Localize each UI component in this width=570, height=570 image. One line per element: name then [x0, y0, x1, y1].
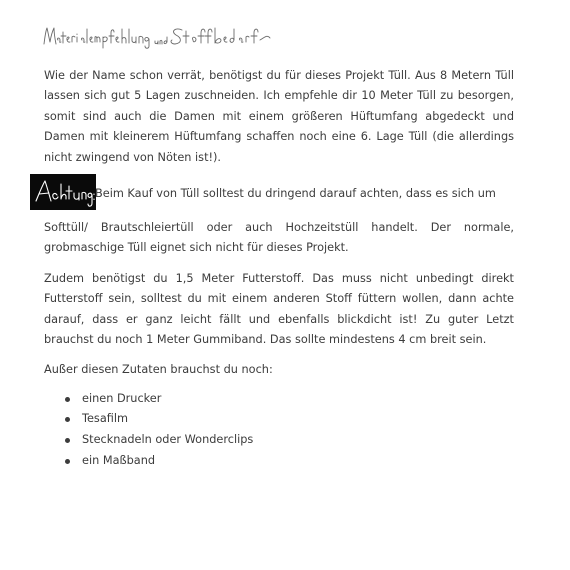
paragraph-futterstoff: Zudem benötigst du 1,5 Meter Futterstoff. Das muss nicht unbedingt direkt Futterstoff sein, solltest du mit einem anderen Stoff füttern wollen, dann achte darauf, dass er ganz leicht fällt und ebenfalls blickdicht ist! Zu guter Letzt brauchst du noch 1 Meter Gummiband. Das sollte mindestens 4 cm breit sein.: [44, 271, 514, 347]
bullet-icon: [65, 417, 70, 422]
list-item-text: einen Drucker: [82, 391, 162, 405]
paragraph-tuell: Wie der Name schon verrät, benötigst du für dieses Projekt Tüll. Aus 8 Metern Tüll lassen sich gut 5 Lagen zuschneiden. Ich empfehle dir 10 Meter Tüll zu besorgen, somit sind auch die Damen mit einem größeren Hüftumfang abgedeckt und Damen mit kleinerem Hüftumfang schaffen noch eine 6. Lage Tüll (die allerdings nicht zwingend von Nöten ist!).: [44, 69, 514, 164]
list-intro: Außer diesen Zutaten brauchst du noch:: [44, 363, 273, 377]
list-item: [65, 430, 514, 451]
bullet-icon: [65, 397, 70, 402]
achtung-badge-graphic: [30, 174, 96, 210]
bullet-icon: [65, 459, 70, 464]
document-body: [44, 66, 514, 471]
list-item-text: ein Maßband: [82, 453, 156, 467]
achtung-text: Softtüll/ Brautschleiertüll oder auch Hochzeitstüll handelt. Der normale, grobmaschige Tüll eignet sich nicht für dieses Projekt.: [44, 221, 514, 255]
handwritten-heading: [42, 24, 282, 50]
achtung-badge: [30, 174, 96, 210]
handwritten-heading-graphic: [42, 24, 282, 50]
list-item: [65, 409, 514, 430]
achtung-first-line-row: [44, 178, 514, 214]
list-item: [65, 389, 514, 410]
supplies-list: [44, 389, 514, 471]
achtung-first-line: Beim Kauf von Tüll solltest du dringend darauf achten, dass es sich um: [95, 187, 496, 201]
list-item-text: Tesafilm: [82, 412, 128, 426]
bullet-icon: [65, 438, 70, 443]
list-item: [65, 451, 514, 472]
achtung-note: [44, 178, 514, 259]
list-item-text: Stecknadeln oder Wonderclips: [82, 433, 254, 447]
